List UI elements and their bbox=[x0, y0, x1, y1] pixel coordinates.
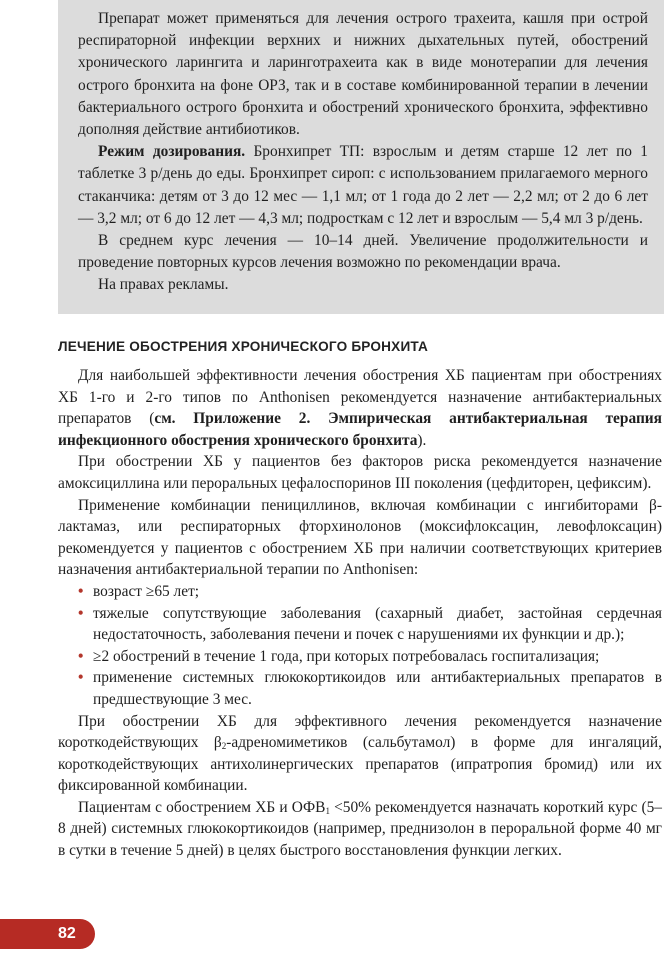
ad-paragraph-indications: Препарат может применяться для лечения острого трахеита, кашля при острой респираторной инфекции верхних и нижних дыхательных путей, обострений хронического ларингита и ларинготрахеита как в виде монотерапии для лечения острого бронхита на фоне ОРЗ, так и в составе комбинированной терапии в лечении бактериального острого бронхита и обострений хронического бронхита, эффективно дополняя действие антибиотиков. bbox=[78, 10, 648, 139]
ad-paragraph-course: В среднем курс лечения — 10–14 дней. Увеличение продолжительности и проведение повторных курсов лечения возможно по рекомендации врача. bbox=[78, 232, 648, 272]
dosage-text: Бронхипрет ТП: взрослым и детям старше 12 лет по 1 таблетке 3 р/день до еды. Бронхипрет сироп: с использованием прилагаемого мерного стаканчика: детям от 3 до 12 мес — 1,1 мл; от 1 года до 2 лет — 2,2 мл; от 2 до 6 лет — 3,2 мл; от 6 до 12 лет — 4,3 мл; подросткам с 12 лет и взрослым — 5,4 мл 3 р/день. bbox=[78, 143, 648, 227]
list-item bbox=[78, 646, 662, 668]
list-item bbox=[78, 603, 662, 646]
subscript: 2 bbox=[221, 741, 227, 752]
paragraph-antibacterial bbox=[58, 365, 662, 451]
paragraph-text: Для наибольшей эффективности лечения обострения ХБ пациентам при обострениях ХБ 1-го и 2-го типов по Anthonisen рекомендуется назначение антибактериальных препаратов ( bbox=[58, 367, 662, 428]
list-item-text: тяжелые сопутствующие заболевания (сахарный диабет, застойная сердечная недостаточность, заболевания печени и почек с нарушениями их функции и др.); bbox=[93, 604, 662, 644]
paragraph-text: Пациентам с обострением ХБ и ОФВ bbox=[78, 798, 326, 816]
ad-disclaimer: На правах рекламы. bbox=[98, 276, 229, 294]
list-item bbox=[78, 667, 662, 710]
list-item-text: применение системных глюкокортикоидов или антибактериальных препаратов в предшествующие 3 мес. bbox=[93, 669, 662, 708]
paragraph-text: При обострении ХБ для эффективного лечения рекомендуется назначение короткодействующих β bbox=[58, 712, 662, 752]
paragraph-text: <50% рекомендуется назначать короткий курс (5–8 дней) системных глюкокортикоидов (например, преднизолон в пероральной форме 40 мг в сутки в течение 5 дней) в целях быстрого восстановления функции легких. bbox=[58, 798, 662, 860]
paragraph-bronchodilators bbox=[58, 711, 662, 797]
list-item-text: возраст ≥65 лет; bbox=[93, 582, 200, 600]
dosage-label: Режим дозирования. bbox=[98, 143, 246, 161]
bullet-icon: • bbox=[78, 582, 84, 600]
subscript: 1 bbox=[325, 805, 330, 816]
paragraph-combination: Применение комбинации пенициллинов, включая комбинации с ингибиторами β-лактамаз, или респираторных фторхинолонов (моксифлоксацин, левофлоксацин) рекомендуется у пациентов с обострением ХБ при наличии соответствующих критериев назначения антибактериальной терапии по Anthonisen: bbox=[58, 496, 662, 579]
page-number-tab bbox=[0, 919, 95, 949]
appendix-reference: см. Приложение 2. Эмпирическая антибактериальная терапия инфекционного обострения хронического бронхита bbox=[58, 410, 662, 449]
list-item-text: ≥2 обострений в течение 1 года, при которых потребовалась госпитализация; bbox=[93, 647, 600, 665]
paragraph-corticosteroids bbox=[58, 797, 662, 862]
paragraph-no-risk-factors: При обострении ХБ у пациентов без факторов риска рекомендуется назначение амоксициллина или пероральных цефалоспоринов III поколения (цефдиторен, цефиксим). bbox=[58, 453, 662, 492]
ad-paragraph-dosage bbox=[78, 141, 648, 230]
paragraph-text: -адреномиметиков (сальбутамол) в форме для ингаляций, короткодействующих антихолинергических препаратов (ипратропия бромид) или их фиксированной комбинации. bbox=[58, 734, 662, 795]
advertisement-box bbox=[58, 0, 664, 314]
page-number: 82 bbox=[58, 925, 76, 942]
section-heading: ЛЕЧЕНИЕ ОБОСТРЕНИЯ ХРОНИЧЕСКОГО БРОНХИТА bbox=[58, 339, 429, 354]
paragraph-end: ). bbox=[417, 431, 427, 449]
section-body bbox=[58, 365, 662, 862]
list-item bbox=[78, 581, 662, 603]
bullet-icon: • bbox=[78, 647, 84, 665]
criteria-list bbox=[58, 581, 662, 711]
bullet-icon: • bbox=[78, 669, 84, 687]
bullet-icon: • bbox=[78, 604, 84, 622]
